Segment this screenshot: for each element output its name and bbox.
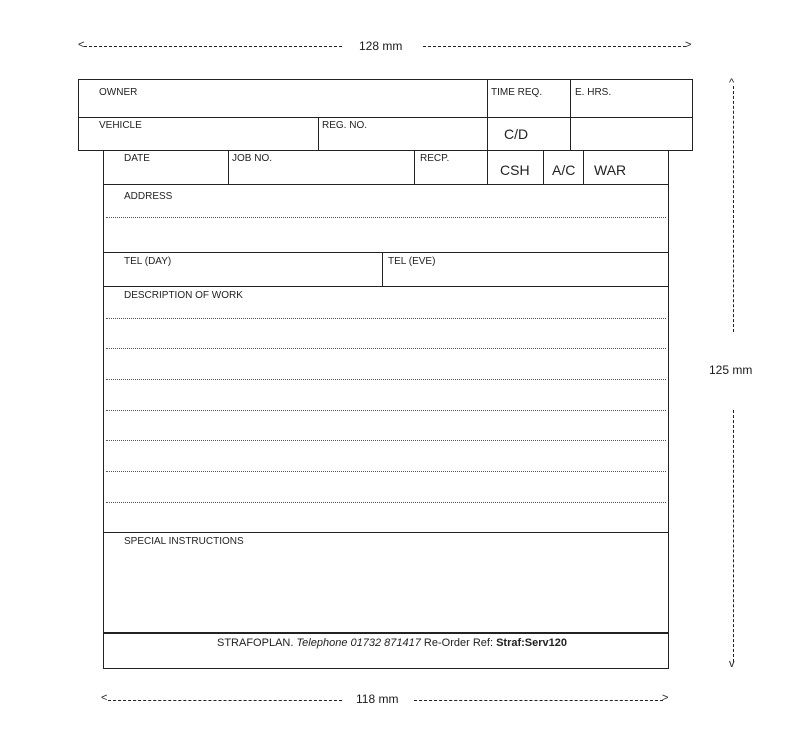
- left-arrow-icon: <: [101, 692, 108, 704]
- right-arrow-icon: >: [685, 39, 692, 51]
- reorder-label: Re-Order Ref:: [423, 637, 493, 649]
- description-line: [106, 379, 666, 380]
- date-label: DATE: [124, 153, 150, 164]
- description-label: DESCRIPTION OF WORK: [124, 290, 243, 301]
- war-label: WAR: [594, 162, 627, 178]
- vehicle-label: VEHICLE: [99, 120, 142, 131]
- footer: [217, 637, 567, 649]
- address-label: ADDRESS: [124, 191, 173, 202]
- address-line: [106, 217, 666, 218]
- bottom-width-label: 118 mm: [356, 692, 399, 706]
- up-arrow-icon: ^: [729, 77, 735, 89]
- description-line: [106, 410, 666, 411]
- company-name: STRAFOPLAN.: [217, 637, 294, 649]
- e-hrs-label: E. HRS.: [575, 87, 612, 98]
- reg-no-label: REG. NO.: [322, 120, 368, 131]
- cd-label: C/D: [504, 126, 529, 142]
- reorder-ref: Straf:Serv120: [496, 637, 567, 649]
- job-no-label: JOB NO.: [232, 153, 273, 164]
- height-label: 125 mm: [709, 363, 753, 377]
- special-instructions-label: SPECIAL INSTRUCTIONS: [124, 536, 244, 547]
- ac-label: A/C: [552, 162, 576, 178]
- top-width-label: 128 mm: [359, 39, 403, 53]
- owner-label: OWNER: [99, 87, 138, 98]
- left-arrow-icon: <: [78, 39, 85, 51]
- right-arrow-icon: >: [662, 692, 669, 704]
- description-line: [106, 440, 666, 441]
- down-arrow-icon: v: [729, 658, 735, 670]
- description-line: [106, 348, 666, 349]
- tel-eve-label: TEL (EVE): [388, 256, 436, 267]
- tel-day-label: TEL (DAY): [124, 256, 172, 267]
- telephone: Telephone 01732 871417: [296, 637, 421, 649]
- description-line: [106, 471, 666, 472]
- time-req-label: TIME REQ.: [491, 87, 543, 98]
- description-line: [106, 318, 666, 319]
- csh-label: CSH: [500, 162, 530, 178]
- description-line: [106, 502, 666, 503]
- recp-label: RECP.: [420, 153, 450, 164]
